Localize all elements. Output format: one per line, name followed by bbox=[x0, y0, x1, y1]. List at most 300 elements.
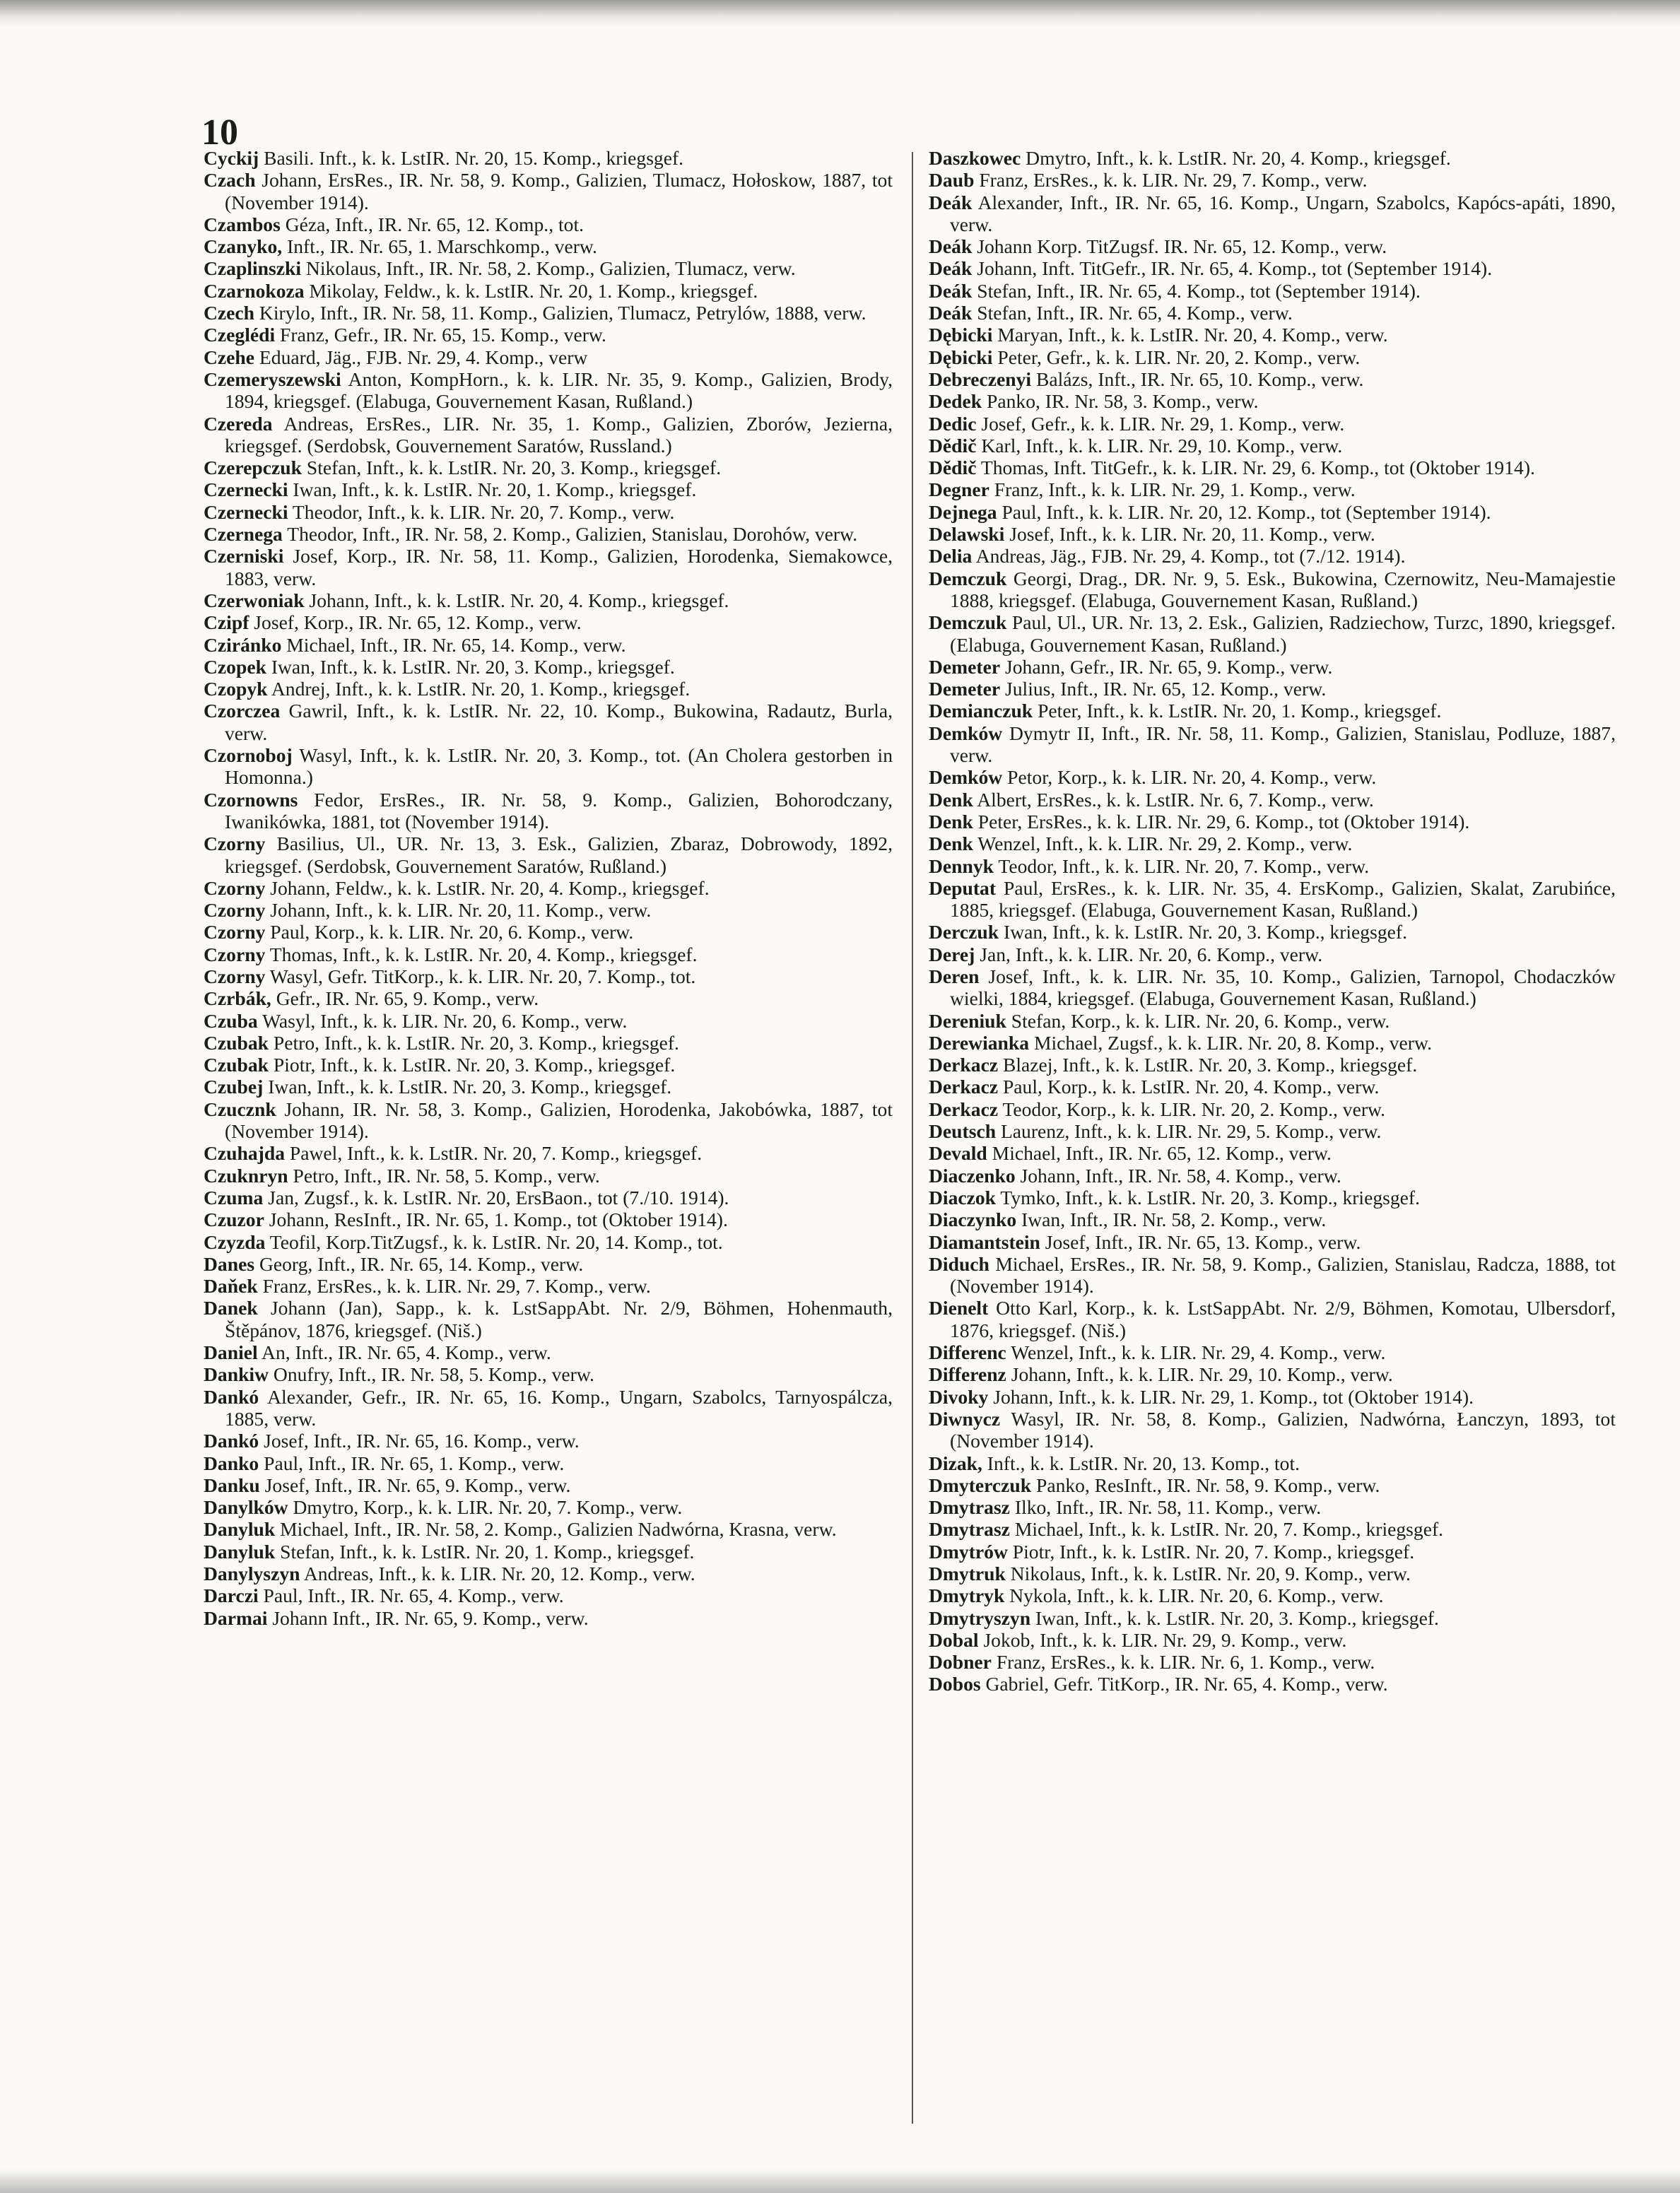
entry-surname: Czernecki bbox=[204, 478, 288, 501]
list-entry bbox=[204, 789, 893, 833]
list-entry bbox=[929, 457, 1616, 478]
entry-details: Jan, Zugsf., k. k. LstIR. Nr. 20, ErsBaon., tot (7./10. 1914). bbox=[263, 1186, 729, 1209]
entry-details: Jan, Inft., k. k. LIR. Nr. 20, 6. Komp., verw. bbox=[975, 943, 1323, 965]
entry-surname: Czernega bbox=[204, 523, 283, 546]
entry-surname: Denk bbox=[929, 788, 973, 811]
entry-surname: Darczi bbox=[204, 1585, 259, 1607]
entry-surname: Czopyk bbox=[204, 678, 268, 700]
entry-details: Anton, KompHorn., k. k. LIR. Nr. 35, 9. Komp., Galizien, Brody, 1894, kriegsgef. (Elabuga, Gouvernement Kasan, Rußland.) bbox=[225, 368, 893, 413]
list-entry bbox=[929, 390, 1616, 412]
list-entry bbox=[929, 257, 1616, 279]
entry-details: Gawril, Inft., k. k. LstIR. Nr. 22, 10. Komp., Bukowina, Radautz, Burla, verw. bbox=[225, 700, 893, 744]
list-entry bbox=[929, 1363, 1616, 1385]
entry-details: Tymko, Inft., k. k. LstIR. Nr. 20, 3. Komp., kriegsgef. bbox=[996, 1186, 1421, 1209]
list-entry bbox=[204, 877, 893, 899]
list-entry bbox=[204, 1010, 893, 1032]
entry-surname: Delia bbox=[929, 545, 973, 568]
entry-details: Johann Korp. TitZugsf. IR. Nr. 65, 12. Komp., verw. bbox=[972, 235, 1387, 258]
entry-surname: Demianczuk bbox=[929, 700, 1033, 722]
entry-details: Franz, ErsRes., k. k. LIR. Nr. 6, 1. Komp., verw. bbox=[991, 1651, 1375, 1674]
list-entry bbox=[204, 1032, 893, 1054]
entry-details: Johann, Inft., k. k. LIR. Nr. 20, 11. Komp., verw. bbox=[265, 899, 652, 922]
entry-surname: Czorczea bbox=[204, 700, 281, 722]
entry-details: Michael, Inft., IR. Nr. 65, 12. Komp., verw. bbox=[987, 1142, 1332, 1165]
list-entry bbox=[204, 169, 893, 213]
entry-details: Jokob, Inft., k. k. LIR. Nr. 29, 9. Komp., verw. bbox=[978, 1628, 1347, 1651]
entry-surname: Czehe bbox=[204, 346, 255, 368]
entry-surname: Dankiw bbox=[204, 1363, 269, 1386]
entry-details: Paul, Inft., k. k. LIR. Nr. 20, 12. Komp., tot (September 1914). bbox=[997, 500, 1491, 523]
entry-surname: Dębicki bbox=[929, 346, 993, 368]
entry-surname: Deák bbox=[929, 191, 973, 213]
list-entry bbox=[929, 1297, 1616, 1341]
list-entry bbox=[204, 324, 893, 346]
entry-details: Basili. Inft., k. k. LstIR. Nr. 20, 15. Komp., kriegsgef. bbox=[259, 147, 684, 169]
entry-surname: Danko bbox=[204, 1452, 259, 1474]
entry-surname: Dedek bbox=[929, 390, 982, 413]
entry-surname: Derkacz bbox=[929, 1054, 999, 1076]
entry-surname: Czambos bbox=[204, 213, 281, 235]
entry-surname: Derczuk bbox=[929, 921, 999, 943]
entry-details: Blazej, Inft., k. k. LstIR. Nr. 20, 3. Komp., kriegsgef. bbox=[998, 1054, 1418, 1076]
list-entry bbox=[929, 1629, 1616, 1651]
list-entry bbox=[929, 1187, 1616, 1209]
list-entry bbox=[204, 1231, 893, 1253]
entry-details: Josef, Korp., IR. Nr. 65, 12. Komp., verw. bbox=[249, 611, 582, 634]
entry-surname: Dankó bbox=[204, 1385, 259, 1408]
entry-surname: Derkacz bbox=[929, 1098, 999, 1120]
entry-surname: Demków bbox=[929, 766, 1003, 789]
list-entry bbox=[204, 1386, 893, 1430]
list-entry bbox=[204, 1142, 893, 1164]
list-entry bbox=[929, 1142, 1616, 1164]
entry-details: Iwan, Inft., k. k. LstIR. Nr. 20, 3. Komp., kriegsgef. bbox=[266, 655, 675, 678]
entry-details: Andrej, Inft., k. k. LstIR. Nr. 20, 1. Komp., kriegsgef. bbox=[267, 678, 691, 700]
entry-details: Michael, Inft., IR. Nr. 65, 14. Komp., verw. bbox=[281, 633, 626, 656]
right-column bbox=[929, 147, 1616, 1695]
list-entry bbox=[204, 1452, 893, 1474]
entry-surname: Czubak bbox=[204, 1031, 269, 1054]
list-entry bbox=[204, 457, 893, 478]
list-entry bbox=[929, 678, 1616, 700]
list-entry bbox=[929, 1054, 1616, 1076]
list-entry bbox=[929, 346, 1616, 368]
entry-surname: Dereniuk bbox=[929, 1009, 1006, 1032]
entry-surname: Dobos bbox=[929, 1673, 981, 1695]
list-entry bbox=[204, 1275, 893, 1297]
entry-details: Wasyl, Inft., k. k. LIR. Nr. 20, 6. Komp., verw. bbox=[257, 1009, 628, 1032]
entry-surname: Denk bbox=[929, 810, 973, 833]
list-entry bbox=[929, 811, 1616, 833]
entry-surname: Czarnokoza bbox=[204, 279, 305, 302]
entry-details: Michael, Inft., IR. Nr. 58, 2. Komp., Galizien Nadwórna, Krasna, verw. bbox=[275, 1518, 837, 1541]
list-entry bbox=[929, 833, 1616, 854]
entry-surname: Czuknryn bbox=[204, 1164, 288, 1187]
list-entry bbox=[929, 1010, 1616, 1032]
entry-surname: Danes bbox=[204, 1252, 255, 1275]
entry-surname: Czyzda bbox=[204, 1230, 266, 1253]
entry-surname: Diduch bbox=[929, 1252, 989, 1275]
entry-surname: Czaplinszki bbox=[204, 257, 301, 280]
entry-surname: Dědič bbox=[929, 457, 977, 479]
entry-surname: Czuhajda bbox=[204, 1142, 285, 1165]
list-entry bbox=[929, 700, 1616, 722]
entry-details: Julius, Inft., IR. Nr. 65, 12. Komp., verw. bbox=[1000, 678, 1327, 700]
entry-details: Dymytr II, Inft., IR. Nr. 58, 11. Komp., Galizien, Stanislau, Podluze, 1887, verw. bbox=[950, 722, 1616, 767]
entry-surname: Czuba bbox=[204, 1009, 258, 1032]
entry-surname: Dizak, bbox=[929, 1452, 982, 1474]
entry-details: Paul, Inft., IR. Nr. 65, 4. Komp., verw. bbox=[258, 1585, 564, 1607]
entry-surname: Deutsch bbox=[929, 1120, 997, 1143]
list-entry bbox=[204, 589, 893, 611]
entry-details: Fedor, ErsRes., IR. Nr. 58, 9. Komp., Galizien, Bohorodczany, Iwanikówka, 1881, tot (November 1914). bbox=[225, 788, 893, 833]
list-entry bbox=[204, 943, 893, 965]
entry-details: Johann, Feldw., k. k. LstIR. Nr. 20, 4. Komp., kriegsgef. bbox=[265, 876, 710, 899]
entry-details: Thomas, Inft., k. k. LstIR. Nr. 20, 4. Komp., kriegsgef. bbox=[265, 943, 698, 965]
entry-surname: Debreczenyi bbox=[929, 368, 1032, 390]
entry-details: Wenzel, Inft., k. k. LIR. Nr. 29, 4. Komp., verw. bbox=[1006, 1341, 1386, 1364]
entry-details: Johann, Inft., k. k. LIR. Nr. 29, 10. Komp., verw. bbox=[1006, 1363, 1393, 1386]
list-entry bbox=[929, 523, 1616, 545]
list-entry bbox=[204, 1496, 893, 1518]
entry-surname: Diamantstein bbox=[929, 1230, 1040, 1253]
entry-details: Basilius, Ul., UR. Nr. 13, 3. Esk., Galizien, Zbaraz, Dobrowody, 1892, kriegsgef. (Serdobsk, Gouvernement Saratów, Rußland.) bbox=[225, 833, 893, 877]
entry-details: Stefan, Inft., k. k. LstIR. Nr. 20, 1. Komp., kriegsgef. bbox=[275, 1540, 695, 1563]
entry-surname: Danyluk bbox=[204, 1540, 276, 1563]
list-entry bbox=[929, 324, 1616, 346]
entry-details: Peter, Inft., k. k. LstIR. Nr. 20, 1. Komp., kriegsgef. bbox=[1033, 700, 1442, 722]
entry-details: Johann, Inft., IR. Nr. 58, 4. Komp., verw. bbox=[1015, 1164, 1341, 1187]
left-column bbox=[204, 147, 893, 1629]
list-entry bbox=[204, 965, 893, 987]
entry-details: Johann, Inft., k. k. LIR. Nr. 29, 1. Komp., tot (Oktober 1914). bbox=[988, 1385, 1474, 1408]
entry-surname: Czornowns bbox=[204, 788, 298, 811]
entry-details: Josef, Inft., IR. Nr. 65, 9. Komp., verw. bbox=[259, 1474, 571, 1496]
list-entry bbox=[204, 634, 893, 656]
entry-surname: Czerepczuk bbox=[204, 457, 302, 479]
entry-surname: Czubak bbox=[204, 1054, 269, 1076]
entry-details: Piotr, Inft., k. k. LstIR. Nr. 20, 3. Komp., kriegsgef. bbox=[269, 1054, 676, 1076]
entry-details: Michael, Zugsf., k. k. LIR. Nr. 20, 8. Komp., verw. bbox=[1029, 1031, 1432, 1054]
entry-details: An, Inft., IR. Nr. 65, 4. Komp., verw. bbox=[257, 1341, 551, 1364]
entry-details: Johann, ResInft., IR. Nr. 65, 1. Komp., tot (Oktober 1914). bbox=[264, 1209, 728, 1231]
entry-details: Paul, Inft., IR. Nr. 65, 1. Komp., verw. bbox=[259, 1452, 565, 1474]
entry-details: Laurenz, Inft., k. k. LIR. Nr. 29, 5. Komp., verw. bbox=[996, 1120, 1382, 1143]
entry-details: Johann, Inft., k. k. LstIR. Nr. 20, 4. Komp., kriegsgef. bbox=[304, 589, 729, 611]
entry-details: Inft., k. k. LstIR. Nr. 20, 13. Komp., tot. bbox=[982, 1452, 1300, 1474]
entry-surname: Danyluk bbox=[204, 1518, 276, 1541]
entry-details: Paul, ErsRes., k. k. LIR. Nr. 35, 4. ErsKomp., Galizien, Skalat, Zarubińce, 1885, kriegsgef. (Elabuga, Gouvernement Kasan, Rußland.) bbox=[950, 876, 1616, 922]
list-entry bbox=[204, 1297, 893, 1341]
list-entry bbox=[929, 1518, 1616, 1540]
list-entry bbox=[929, 1032, 1616, 1054]
entry-details: Dmytro, Korp., k. k. LIR. Nr. 20, 7. Komp., verw. bbox=[288, 1496, 683, 1519]
entry-details: Thomas, Inft. TitGefr., k. k. LIR. Nr. 29, 6. Komp., tot (Oktober 1914). bbox=[976, 457, 1535, 479]
list-entry bbox=[929, 789, 1616, 811]
entry-surname: Czernecki bbox=[204, 500, 288, 523]
entry-details: Ilko, Inft., IR. Nr. 58, 11. Komp., verw. bbox=[1009, 1496, 1322, 1519]
scan-edge-bottom bbox=[0, 2170, 1680, 2193]
entry-surname: Dankó bbox=[204, 1430, 259, 1452]
list-entry bbox=[204, 1054, 893, 1076]
entry-details: Franz, ErsRes., k. k. LIR. Nr. 29, 7. Komp., verw. bbox=[257, 1275, 651, 1298]
entry-surname: Derkacz bbox=[929, 1076, 999, 1098]
list-entry bbox=[929, 435, 1616, 457]
entry-surname: Dedic bbox=[929, 412, 977, 435]
entry-surname: Dmytrasz bbox=[929, 1518, 1010, 1541]
entry-details: Theodor, Inft., IR. Nr. 58, 2. Komp., Galizien, Stanislau, Dorohów, verw. bbox=[282, 523, 858, 546]
entry-surname: Dobner bbox=[929, 1651, 992, 1674]
list-entry bbox=[929, 1098, 1616, 1120]
entry-surname: Demeter bbox=[929, 655, 1001, 678]
entry-details: Inft., IR. Nr. 65, 1. Marschkomp., verw. bbox=[282, 235, 597, 258]
list-entry bbox=[204, 413, 893, 457]
entry-details: Paul, Korp., k. k. LIR. Nr. 20, 6. Komp., verw. bbox=[265, 921, 634, 943]
entry-details: Peter, ErsRes., k. k. LIR. Nr. 29, 6. Komp., tot (Oktober 1914). bbox=[973, 810, 1470, 833]
entry-details: Johann, Inft. TitGefr., IR. Nr. 65, 4. Komp., tot (September 1914). bbox=[972, 257, 1493, 280]
entry-details: Gefr., IR. Nr. 65, 9. Komp., verw. bbox=[271, 987, 539, 1010]
entry-details: Mikolay, Feldw., k. k. LstIR. Nr. 20, 1. Komp., kriegsgef. bbox=[304, 279, 758, 302]
entry-details: Maryan, Inft., k. k. LstIR. Nr. 20, 4. Komp., verw. bbox=[992, 324, 1388, 346]
entry-surname: Dobal bbox=[929, 1628, 979, 1651]
entry-details: Panko, IR. Nr. 58, 3. Komp., verw. bbox=[982, 390, 1259, 413]
entry-details: Paul, Korp., k. k. LstIR. Nr. 20, 4. Komp., verw. bbox=[998, 1076, 1380, 1098]
entry-surname: Czorny bbox=[204, 876, 266, 899]
entry-details: Albert, ErsRes., k. k. LstIR. Nr. 6, 7. Komp., verw. bbox=[973, 788, 1374, 811]
entry-details: Josef, Inft., k. k. LIR. Nr. 20, 11. Komp., verw. bbox=[1004, 523, 1375, 546]
entry-surname: Danylków bbox=[204, 1496, 288, 1519]
entry-surname: Devald bbox=[929, 1142, 987, 1165]
list-entry bbox=[204, 1098, 893, 1143]
entry-surname: Dědič bbox=[929, 434, 977, 457]
entry-surname: Dienelt bbox=[929, 1297, 989, 1319]
list-entry bbox=[929, 965, 1616, 1010]
entry-details: Franz, Inft., k. k. LIR. Nr. 29, 1. Komp., verw. bbox=[989, 478, 1356, 501]
list-entry bbox=[929, 1496, 1616, 1518]
entry-details: Alexander, Gefr., IR. Nr. 65, 16. Komp., Ungarn, Szabolcs, Tarnyospálcza, 1885, verw. bbox=[225, 1385, 893, 1430]
list-entry bbox=[929, 501, 1616, 523]
entry-details: Johann Inft., IR. Nr. 65, 9. Komp., verw. bbox=[267, 1606, 589, 1629]
list-entry bbox=[204, 1076, 893, 1098]
entry-details: Josef, Inft., IR. Nr. 65, 16. Komp., verw. bbox=[259, 1430, 580, 1452]
entry-surname: Czorny bbox=[204, 943, 266, 965]
list-entry bbox=[929, 192, 1616, 236]
entry-surname: Dmytrów bbox=[929, 1540, 1008, 1563]
list-entry bbox=[929, 478, 1616, 500]
entry-surname: Differenz bbox=[929, 1363, 1006, 1386]
entry-details: Stefan, Inft., IR. Nr. 65, 4. Komp., tot (September 1914). bbox=[972, 279, 1421, 302]
list-entry bbox=[929, 1673, 1616, 1695]
entry-surname: Demczuk bbox=[929, 611, 1007, 634]
list-entry bbox=[204, 1253, 893, 1275]
entry-details: Andreas, ErsRes., LIR. Nr. 35, 1. Komp., Galizien, Zborów, Jezierna, kriegsgef. (Serdobsk, Gouvernement Saratów, Russland.) bbox=[225, 412, 893, 457]
list-entry bbox=[204, 545, 893, 589]
entry-surname: Deák bbox=[929, 279, 973, 302]
entry-details: Iwan, Inft., IR. Nr. 58, 2. Komp., verw. bbox=[1016, 1209, 1327, 1231]
entry-details: Iwan, Inft., k. k. LstIR. Nr. 20, 3. Komp., kriegsgef. bbox=[999, 921, 1407, 943]
scan-edge-top bbox=[0, 0, 1680, 27]
list-entry bbox=[929, 766, 1616, 788]
entry-surname: Dejnega bbox=[929, 500, 997, 523]
list-entry bbox=[204, 833, 893, 877]
entry-details: Gabriel, Gefr. TitKorp., IR. Nr. 65, 4. Komp., verw. bbox=[980, 1673, 1388, 1695]
entry-surname: Czrbák, bbox=[204, 987, 271, 1010]
entry-details: Wenzel, Inft., k. k. LIR. Nr. 29, 2. Komp., verw. bbox=[973, 833, 1353, 855]
entry-details: Panko, ResInft., IR. Nr. 58, 9. Komp., verw. bbox=[1031, 1474, 1380, 1496]
list-entry bbox=[204, 1607, 893, 1629]
entry-surname: Czorny bbox=[204, 833, 266, 855]
entry-surname: Derewianka bbox=[929, 1031, 1030, 1054]
entry-surname: Dmytrasz bbox=[929, 1496, 1010, 1519]
list-entry bbox=[204, 1474, 893, 1496]
entry-surname: Czerniski bbox=[204, 545, 284, 568]
list-entry bbox=[204, 147, 893, 169]
list-entry bbox=[204, 1541, 893, 1563]
entry-details: Iwan, Inft., k. k. LstIR. Nr. 20, 1. Komp., kriegsgef. bbox=[288, 478, 697, 501]
entry-details: Stefan, Korp., k. k. LIR. Nr. 20, 6. Komp., verw. bbox=[1006, 1009, 1390, 1032]
list-entry bbox=[929, 169, 1616, 191]
list-entry bbox=[204, 611, 893, 633]
entry-surname: Cziránko bbox=[204, 633, 282, 656]
entry-surname: Czach bbox=[204, 169, 256, 192]
entry-details: Nikolaus, Inft., IR. Nr. 58, 2. Komp., Galizien, Tlumacz, verw. bbox=[301, 257, 796, 280]
list-entry bbox=[929, 656, 1616, 678]
entry-surname: Czemeryszewski bbox=[204, 368, 341, 390]
entry-surname: Czuma bbox=[204, 1186, 264, 1209]
list-entry bbox=[204, 656, 893, 678]
entry-details: Kirylo, Inft., IR. Nr. 58, 11. Komp., Galizien, Tlumacz, Petrylów, 1888, verw. bbox=[254, 302, 867, 324]
list-entry bbox=[204, 678, 893, 700]
entry-details: Peter, Gefr., k. k. LIR. Nr. 20, 2. Komp., verw. bbox=[992, 346, 1361, 368]
entry-surname: Demczuk bbox=[929, 567, 1007, 589]
entry-surname: Dmytryk bbox=[929, 1585, 1005, 1607]
list-entry bbox=[929, 722, 1616, 767]
entry-surname: Danylyszyn bbox=[204, 1563, 300, 1585]
entry-details: Petro, Inft., IR. Nr. 58, 5. Komp., verw. bbox=[288, 1164, 600, 1187]
list-entry bbox=[204, 1165, 893, 1187]
entry-details: Johann (Jan), Sapp., k. k. LstSappAbt. Nr. 2/9, Böhmen, Hohenmauth, Štěpánov, 1876, kriegsgef. (Niš.) bbox=[225, 1297, 893, 1341]
entry-surname: Czorny bbox=[204, 965, 266, 987]
entry-surname: Demeter bbox=[929, 678, 1001, 700]
entry-surname: Czorny bbox=[204, 921, 266, 943]
list-entry bbox=[929, 921, 1616, 943]
entry-surname: Czech bbox=[204, 302, 255, 324]
list-entry bbox=[204, 899, 893, 921]
list-entry bbox=[204, 744, 893, 789]
entry-surname: Denk bbox=[929, 833, 973, 855]
list-entry bbox=[929, 568, 1616, 612]
entry-details: Michael, Inft., k. k. LstIR. Nr. 20, 7. Komp., kriegsgef. bbox=[1009, 1518, 1444, 1541]
entry-surname: Cyckij bbox=[204, 147, 259, 169]
entry-details: Stefan, Inft., IR. Nr. 65, 4. Komp., verw. bbox=[972, 302, 1293, 324]
list-entry bbox=[929, 877, 1616, 922]
list-entry bbox=[204, 1585, 893, 1606]
list-entry bbox=[929, 1165, 1616, 1187]
list-entry bbox=[929, 1341, 1616, 1363]
list-entry bbox=[204, 987, 893, 1009]
entry-details: Pawel, Inft., k. k. LstIR. Nr. 20, 7. Komp., kriegsgef. bbox=[285, 1142, 703, 1165]
entry-surname: Czorny bbox=[204, 899, 266, 922]
entry-details: Franz, ErsRes., k. k. LIR. Nr. 29, 7. Komp., verw. bbox=[974, 169, 1368, 192]
entry-surname: Dmytryszyn bbox=[929, 1606, 1031, 1629]
entry-details: Onufry, Inft., IR. Nr. 58, 5. Komp., verw. bbox=[269, 1363, 594, 1386]
entry-surname: Delawski bbox=[929, 523, 1005, 546]
list-entry bbox=[929, 1253, 1616, 1298]
entry-details: Theodor, Inft., k. k. LIR. Nr. 20, 7. Komp., verw. bbox=[288, 500, 675, 523]
entry-surname: Dmytruk bbox=[929, 1563, 1006, 1585]
list-entry bbox=[929, 1541, 1616, 1563]
list-entry bbox=[929, 1076, 1616, 1098]
entry-details: Teodor, Korp., k. k. LIR. Nr. 20, 2. Komp., verw. bbox=[998, 1098, 1386, 1120]
entry-surname: Daszkowec bbox=[929, 147, 1021, 169]
entry-details: Johann, IR. Nr. 58, 3. Komp., Galizien, Horodenka, Jakobówka, 1887, tot (November 1914). bbox=[225, 1098, 893, 1143]
entry-details: Nikolaus, Inft., k. k. LstIR. Nr. 20, 9. Komp., verw. bbox=[1005, 1563, 1411, 1585]
list-entry bbox=[204, 1563, 893, 1585]
list-entry bbox=[929, 147, 1616, 169]
list-entry bbox=[204, 257, 893, 279]
list-entry bbox=[929, 235, 1616, 257]
entry-surname: Divoky bbox=[929, 1385, 989, 1408]
entry-surname: Deputat bbox=[929, 876, 997, 899]
list-entry bbox=[929, 1474, 1616, 1496]
list-entry bbox=[204, 921, 893, 943]
entry-surname: Czopek bbox=[204, 655, 266, 678]
list-entry bbox=[929, 1452, 1616, 1474]
list-entry bbox=[929, 1120, 1616, 1142]
list-entry bbox=[929, 1209, 1616, 1230]
list-entry bbox=[929, 413, 1616, 435]
entry-details: Alexander, Inft., IR. Nr. 65, 16. Komp., Ungarn, Szabolcs, Kapócs-apáti, 1890, verw. bbox=[950, 191, 1616, 235]
list-entry bbox=[204, 368, 893, 413]
list-entry bbox=[204, 1187, 893, 1209]
entry-details: Karl, Inft., k. k. LIR. Nr. 29, 10. Komp., verw. bbox=[976, 434, 1343, 457]
entry-surname: Czuzor bbox=[204, 1209, 264, 1231]
entry-surname: Deák bbox=[929, 302, 973, 324]
list-entry bbox=[204, 213, 893, 235]
entry-details: Géza, Inft., IR. Nr. 65, 12. Komp., tot. bbox=[280, 213, 585, 235]
entry-details: Eduard, Jäg., FJB. Nr. 29, 4. Komp., verw bbox=[254, 346, 588, 368]
list-entry bbox=[929, 1386, 1616, 1408]
entry-surname: Derej bbox=[929, 943, 975, 965]
entry-surname: Deren bbox=[929, 965, 980, 987]
list-entry bbox=[204, 523, 893, 545]
list-entry bbox=[929, 1585, 1616, 1606]
entry-surname: Danku bbox=[204, 1474, 260, 1496]
entry-surname: Dębicki bbox=[929, 324, 993, 346]
entry-surname: Czeglédi bbox=[204, 324, 276, 346]
entry-surname: Daub bbox=[929, 169, 975, 192]
entry-surname: Differenc bbox=[929, 1341, 1006, 1364]
entry-details: Teofil, Korp.TitZugsf., k. k. LstIR. Nr. 20, 14. Komp., tot. bbox=[265, 1230, 723, 1253]
list-entry bbox=[929, 611, 1616, 656]
list-entry bbox=[204, 235, 893, 257]
entry-surname: Czereda bbox=[204, 412, 273, 435]
entry-details: Wasyl, IR. Nr. 58, 8. Komp., Galizien, Nadwórna, Łanczyn, 1893, tot (November 1914). bbox=[950, 1407, 1616, 1452]
column-divider bbox=[912, 152, 913, 2124]
entry-details: Wasyl, Inft., k. k. LstIR. Nr. 20, 3. Komp., tot. (An Cholera gestorben in Homonna.) bbox=[225, 744, 893, 789]
entry-surname: Deák bbox=[929, 235, 973, 258]
entry-details: Andreas, Inft., k. k. LIR. Nr. 20, 12. Komp., verw. bbox=[300, 1563, 695, 1585]
entry-surname: Dmyterczuk bbox=[929, 1474, 1032, 1496]
entry-details: Johann, Gefr., IR. Nr. 65, 9. Komp., verw. bbox=[1000, 655, 1333, 678]
entry-surname: Czanyko, bbox=[204, 235, 283, 258]
list-entry bbox=[204, 1363, 893, 1385]
entry-details: Nykola, Inft., k. k. LIR. Nr. 20, 6. Komp., verw. bbox=[1004, 1585, 1384, 1607]
list-entry bbox=[929, 368, 1616, 390]
list-entry bbox=[929, 1563, 1616, 1585]
entry-details: Wasyl, Gefr. TitKorp., k. k. LIR. Nr. 20, 7. Komp., tot. bbox=[265, 965, 696, 987]
entry-details: Petor, Korp., k. k. LIR. Nr. 20, 4. Komp., verw. bbox=[1002, 766, 1377, 789]
